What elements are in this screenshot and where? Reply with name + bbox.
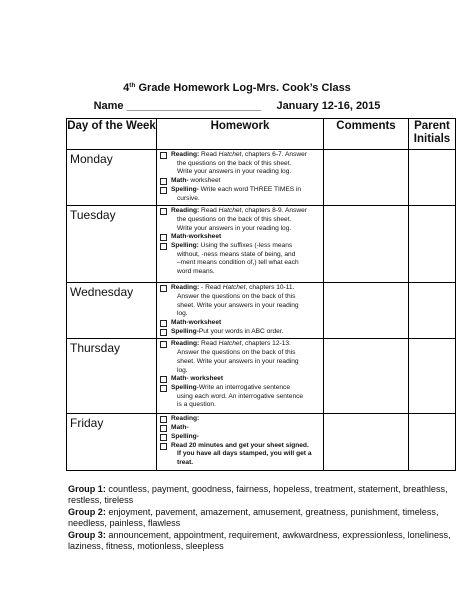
item-text: Put your words in ABC order. [198,327,284,335]
item-text: , chapters 12-13. [241,340,291,348]
checkbox[interactable] [160,434,167,441]
homework-item [160,433,321,442]
item-label: Reading: [171,284,200,292]
item-text: -Write an interrogative sentence [196,383,290,391]
group-label: Group 2: [68,506,106,517]
homework-cell [157,150,324,206]
name-date-line: Name ______________________ January 12-16, 2015 [93,100,381,112]
homework-cell [157,206,324,283]
homework-table [66,118,456,471]
item-label: Math- [171,177,189,185]
item-continuation: Answer the questions on the back of this [177,292,296,300]
checkbox[interactable] [160,285,167,292]
homework-item [160,328,321,337]
spelling-group [68,484,468,507]
day-cell: Wednesday [67,283,157,339]
parent-initials-cell[interactable] [409,414,456,470]
homework-item [160,424,321,433]
item-continuation: cursive. [177,194,200,202]
checkbox[interactable] [160,416,167,423]
parent-initials-cell[interactable] [409,283,456,339]
item-continuation: log. [177,366,188,374]
title-grade: 4 [123,82,130,94]
comments-cell[interactable] [324,414,409,470]
item-label: Reading: [171,340,200,348]
page-title [0,82,474,94]
item-continuation: log. [177,310,188,318]
comments-cell[interactable] [324,283,409,339]
table-row [67,283,456,339]
item-text: worksheet [188,177,221,185]
comments-cell[interactable] [324,339,409,414]
header-day: Day of the Week [67,119,157,150]
item-label: Spelling [171,383,197,391]
item-text: Write each word THREE TIMES in [198,185,302,193]
item-text: Read [199,151,219,158]
homework-item [160,375,321,384]
homework-cell [157,339,324,414]
item-continuation: sheet. Write your answers in your reading [177,357,299,365]
table-row [67,150,456,206]
day-cell: Monday [67,150,157,206]
homework-item [160,233,321,242]
item-continuation: Answer the questions on the back of this [177,349,296,357]
group-label: Group 3: [68,529,106,540]
checkbox[interactable] [160,341,167,348]
homework-item [160,340,321,375]
group-words: countless, payment, goodness, fairness, hopeless, treatment, statement, breathless, restless, tireless [68,484,448,506]
homework-item [160,186,321,203]
parent-initials-cell[interactable] [409,206,456,283]
homework-item [160,242,321,277]
checkbox[interactable] [160,243,167,250]
item-text: , chapters 8-9. Answer [241,207,307,215]
checkbox[interactable] [160,234,167,241]
group-words: announcement, appointment, requirement, awkwardness, expressionless, loneliness, laziness, fitness, motionless, sleepless [68,529,451,552]
day-cell: Tuesday [67,206,157,283]
item-label: Math-worksheet [171,319,222,327]
item-continuation: Write your answers in your reading log. [177,224,292,232]
item-continuation: sheet. Write your answers in your reading [177,301,299,309]
item-continuation: –ment means condition of,) tell what each [177,259,299,267]
day-cell: Thursday [67,339,157,414]
parent-initials-cell[interactable] [409,150,456,206]
checkbox[interactable] [160,152,167,159]
table-row [67,414,456,470]
homework-item [160,415,321,424]
spelling-groups [68,484,468,552]
homework-cell [157,283,324,339]
checkbox[interactable] [160,187,167,194]
spelling-group [68,530,468,553]
homework-item [160,284,321,319]
title-superscript: th [129,82,136,89]
item-continuation: the questions on the back of this sheet. [177,215,292,223]
homework-cell [157,414,324,470]
table-header-row [67,119,456,150]
item-continuation: using each word. An interrogative sentence [177,392,304,400]
homework-item [160,384,321,410]
item-text: Using the suffixes (-less means [198,242,293,250]
item-continuation: If you have all days stamped, you will get a [177,450,312,458]
homework-item [160,151,321,177]
header-comments: Comments [324,119,409,150]
header-homework: Homework [157,119,324,150]
item-label: Math- worksheet [171,375,224,383]
comments-cell[interactable] [324,206,409,283]
item-continuation: word means. [177,268,215,276]
checkbox[interactable] [160,385,167,392]
item-label: Reading: [171,415,200,423]
checkbox[interactable] [160,425,167,432]
item-label: Read 20 minutes and get your sheet signed. [171,441,309,449]
item-label: Math- [171,424,189,432]
item-continuation: Write your answers in your reading log. [177,168,292,176]
item-label: Spelling- [171,327,199,335]
item-continuation: treat. [177,458,194,466]
book-title: Hatchet [222,284,246,292]
item-label: Math-worksheet [171,233,222,241]
parent-initials-cell[interactable] [409,339,456,414]
homework-item [160,319,321,328]
item-text: Read [199,340,219,348]
checkbox[interactable] [160,443,167,450]
table-row [67,339,456,414]
spelling-group [68,507,468,530]
item-label: Spelling- [171,185,199,193]
item-text: - Read [199,284,223,292]
book-title: Hatchet [218,151,242,158]
checkbox[interactable] [160,376,167,383]
table-row [67,206,456,283]
group-words: enjoyment, pavement, amazement, amusement, greatness, punishment, timeless, needless, painless, flawless [68,506,439,529]
book-title: Hatchet [218,207,242,215]
group-label: Group 1: [68,484,106,494]
item-text: , chapters 10-11. [245,284,295,292]
item-label: Spelling- [171,432,199,440]
checkbox[interactable] [160,208,167,215]
item-continuation: is a question. [177,401,216,409]
homework-item [160,442,321,468]
day-cell: Friday [67,414,157,470]
title-text: Grade Homework Log-Mrs. Cook’s Class [135,82,351,94]
homework-item [160,207,321,233]
book-title: Hatchet [218,340,242,348]
item-label: Spelling: [171,242,199,250]
comments-cell[interactable] [324,150,409,206]
homework-item [160,177,321,186]
item-text: Read [199,207,219,215]
item-text: , chapters 6-7. Answer [241,151,307,158]
checkbox[interactable] [160,329,167,336]
item-label: Reading: [171,207,200,215]
item-continuation: the questions on the back of this sheet. [177,159,292,167]
header-parent-initials: Parent Initials [409,119,456,150]
checkbox[interactable] [160,320,167,327]
item-label: Reading: [171,151,200,158]
item-continuation: without, -ness means state of being, and [177,250,296,258]
checkbox[interactable] [160,178,167,185]
